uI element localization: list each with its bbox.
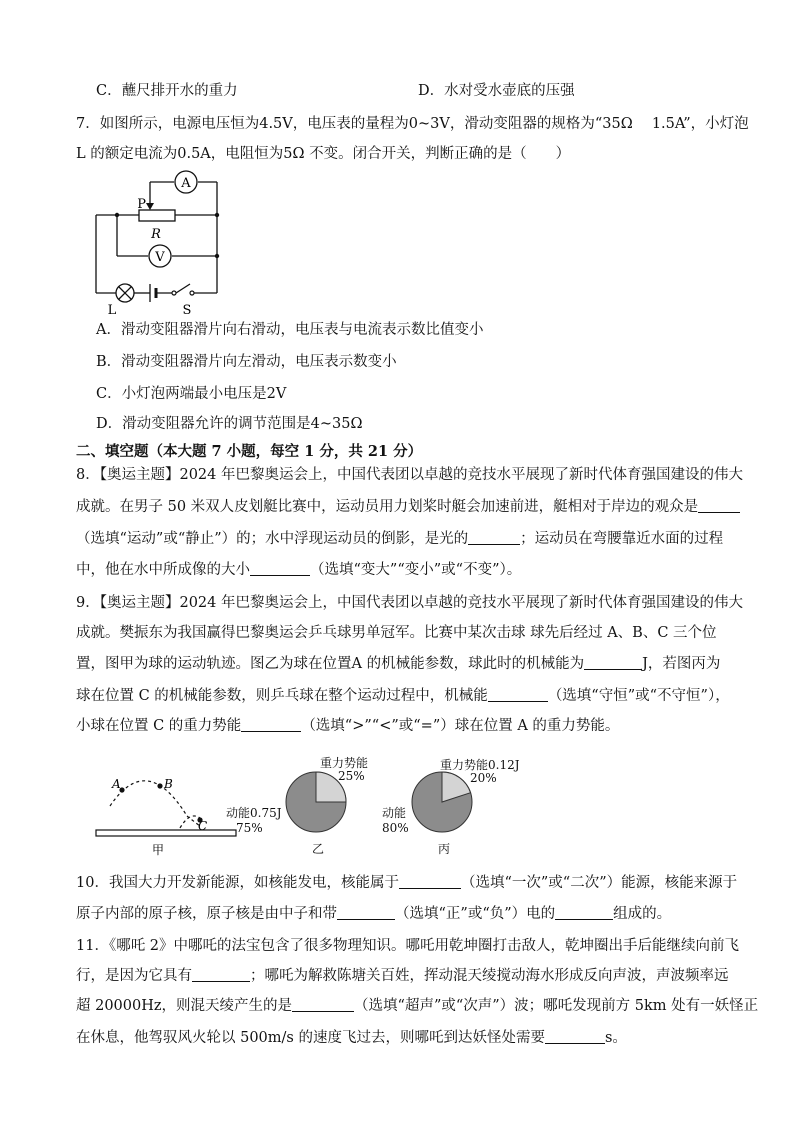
q10-line1 xyxy=(76,873,737,893)
q9-line2: 成就。樊振东为我国赢得巴黎奥运会乒乓球男单冠军。比赛中某次击球 球先后经过 A、B、C 三个位 xyxy=(76,625,717,641)
q6-option-d: D．水对受水壶底的压强 xyxy=(418,83,575,99)
q10-blank-3[interactable] xyxy=(555,904,613,920)
q11-blank-1[interactable] xyxy=(192,966,250,982)
section-heading: 二、填空题（本大题 7 小题，每空 1 分，共 21 分） xyxy=(76,443,423,460)
q9-line3 xyxy=(76,654,720,674)
rheostat-label: R xyxy=(151,227,161,242)
q11-line3 xyxy=(76,996,758,1016)
pie-yi-kinetic-pct: 75% xyxy=(236,821,263,835)
pie-yi-potential-label: 重力势能 xyxy=(320,756,369,770)
q8-text: （选填“运动”或“静止”）的；水中浮现运动员的倒影，是光的 xyxy=(76,531,469,547)
point-c-label: C xyxy=(198,819,208,833)
q8-line2 xyxy=(76,497,740,517)
q9-text: 小球在位置 C 的重力势能 xyxy=(76,718,242,734)
q10-text: （选填“正”或“负”）电的 xyxy=(395,906,556,922)
q9-line1: 9．【奥运主题】2024 年巴黎奥运会上，中国代表团以卓越的竞技水平展现了新时代体育强国建设的伟大 xyxy=(76,595,743,611)
q11-line2 xyxy=(76,966,729,986)
pie-bing-kinetic-label: 动能 xyxy=(382,806,407,820)
pie-yi-kinetic-label: 动能0.75J xyxy=(226,806,282,820)
point-a-label: A xyxy=(112,777,121,791)
q6-option-c: C．蘸尺排开水的重力 xyxy=(96,83,238,99)
q10-text: 原子内部的原子核，原子核是由中子和带 xyxy=(76,906,337,922)
q11-text: ；哪吒为解救陈塘关百姓，挥动混天绫搅动海水形成反向声波，声波频率远 xyxy=(250,968,729,984)
q10-line2 xyxy=(76,904,671,924)
q10-text: 组成的。 xyxy=(613,906,672,922)
q9-text: （选填“>”“<”或“=”）球在位置 A 的重力势能。 xyxy=(301,718,620,734)
fig-bing-caption: 丙 xyxy=(438,842,451,856)
q8-line1: 8．【奥运主题】2024 年巴黎奥运会上，中国代表团以卓越的竞技水平展现了新时代体育强国建设的伟大 xyxy=(76,467,743,483)
pie-bing-kinetic-pct: 80% xyxy=(382,821,409,835)
q7-option-d: D．滑动变阻器允许的调节范围是4~35Ω xyxy=(96,416,363,432)
slider-label: P xyxy=(137,197,146,212)
pie-bing-potential-pct: 20% xyxy=(470,771,497,785)
point-b-label: B xyxy=(164,777,173,791)
q9-line4 xyxy=(76,686,730,706)
ammeter-label: A xyxy=(181,176,191,191)
q11-text: 在休息，他驾驭风火轮以 500m/s 的速度飞过去，则哪吒到达妖怪处需要 xyxy=(76,1030,545,1046)
table-surface xyxy=(96,830,236,836)
q11-blank-3[interactable] xyxy=(545,1028,605,1044)
q11-text: 超 20000Hz，则混天绫产生的是 xyxy=(76,998,293,1014)
voltmeter-label: V xyxy=(155,250,165,265)
point-b-marker xyxy=(157,783,162,788)
q11-blank-2[interactable] xyxy=(292,996,354,1012)
q8-blank-2[interactable] xyxy=(468,529,520,545)
q9-text: J，若图丙为 xyxy=(642,656,721,672)
q8-line4 xyxy=(76,560,521,580)
q11-line1: 11．《哪吒 2》中哪吒的法宝包含了很多物理知识。哪吒用乾坤圈打击敌人，乾坤圈出手后能继续向前飞 xyxy=(76,938,740,954)
q7-circuit-diagram xyxy=(90,168,230,316)
q9-blank-3[interactable] xyxy=(241,716,301,732)
q9-line5 xyxy=(76,716,619,736)
lamp-label: L xyxy=(107,303,117,316)
q10-text: 10．我国大力开发新能源，如核能发电，核能属于 xyxy=(76,875,399,891)
q7-option-a: A．滑动变阻器滑片向右滑动，电压表与电流表示数比值变小 xyxy=(96,322,484,338)
trajectory-figure xyxy=(92,756,242,862)
q7-option-c: C．小灯泡两端最小电压是2V xyxy=(96,386,287,402)
q8-blank-3[interactable] xyxy=(250,560,310,576)
q11-text: 行，是因为它具有 xyxy=(76,968,192,984)
q11-text: s。 xyxy=(604,1030,627,1046)
q8-text: ；运动员在弯腰靠近水面的过程 xyxy=(520,531,724,547)
q8-blank-1[interactable] xyxy=(698,497,740,513)
q9-blank-1[interactable] xyxy=(584,654,642,670)
q7-stem-line2: L 的额定电流为0.5A，电阻恒为5Ω 不变。闭合开关，判断正确的是（ ） xyxy=(76,146,571,162)
q11-text: （选填“超声”或“次声”）波；哪吒发现前方 5km 处有一妖怪正 xyxy=(354,998,759,1014)
q10-text: （选填“一次”或“二次”）能源，核能来源于 xyxy=(460,875,738,891)
q8-text: 中，他在水中所成像的大小 xyxy=(76,562,250,578)
q7-stem-line1: 7．如图所示，电源电压恒为4.5V，电压表的量程为0~3V，滑动变阻器的规格为“35Ω 1.5A”，小灯泡 xyxy=(76,116,749,132)
q8-text: 成就。在男子 50 米双人皮划艇比赛中，运动员用力划桨时艇会加速前进，艇相对于岸边的观众是 xyxy=(76,499,699,515)
switch-blade xyxy=(176,284,190,293)
fig-jia-caption: 甲 xyxy=(152,843,165,857)
fig-yi-caption: 乙 xyxy=(312,842,325,856)
pie-chart-bing xyxy=(410,770,474,834)
q8-line3 xyxy=(76,529,723,549)
q8-text: （选填“变大”“变小”或“不变”）。 xyxy=(310,562,522,578)
pie-bing-potential-label: 重力势能0.12J xyxy=(440,758,520,772)
q9-text: （选填“守恒”或“不守恒”）， xyxy=(547,688,730,704)
q9-text: 球在位置 C 的机械能参数，则乒乓球在整个运动过程中，机械能 xyxy=(76,688,488,704)
q11-line4 xyxy=(76,1028,627,1048)
q7-option-b: B．滑动变阻器滑片向左滑动，电压表示数变小 xyxy=(96,354,397,370)
q10-blank-1[interactable] xyxy=(399,873,461,889)
q9-blank-2[interactable] xyxy=(488,686,548,702)
switch-label: S xyxy=(182,303,192,316)
trajectory-path xyxy=(110,781,187,816)
pie-yi-potential-pct: 25% xyxy=(338,769,365,783)
q9-text: 置，图甲为球的运动轨迹。图乙为球在位置A 的机械能参数，球此时的机械能为 xyxy=(76,656,585,672)
q10-blank-2[interactable] xyxy=(337,904,395,920)
